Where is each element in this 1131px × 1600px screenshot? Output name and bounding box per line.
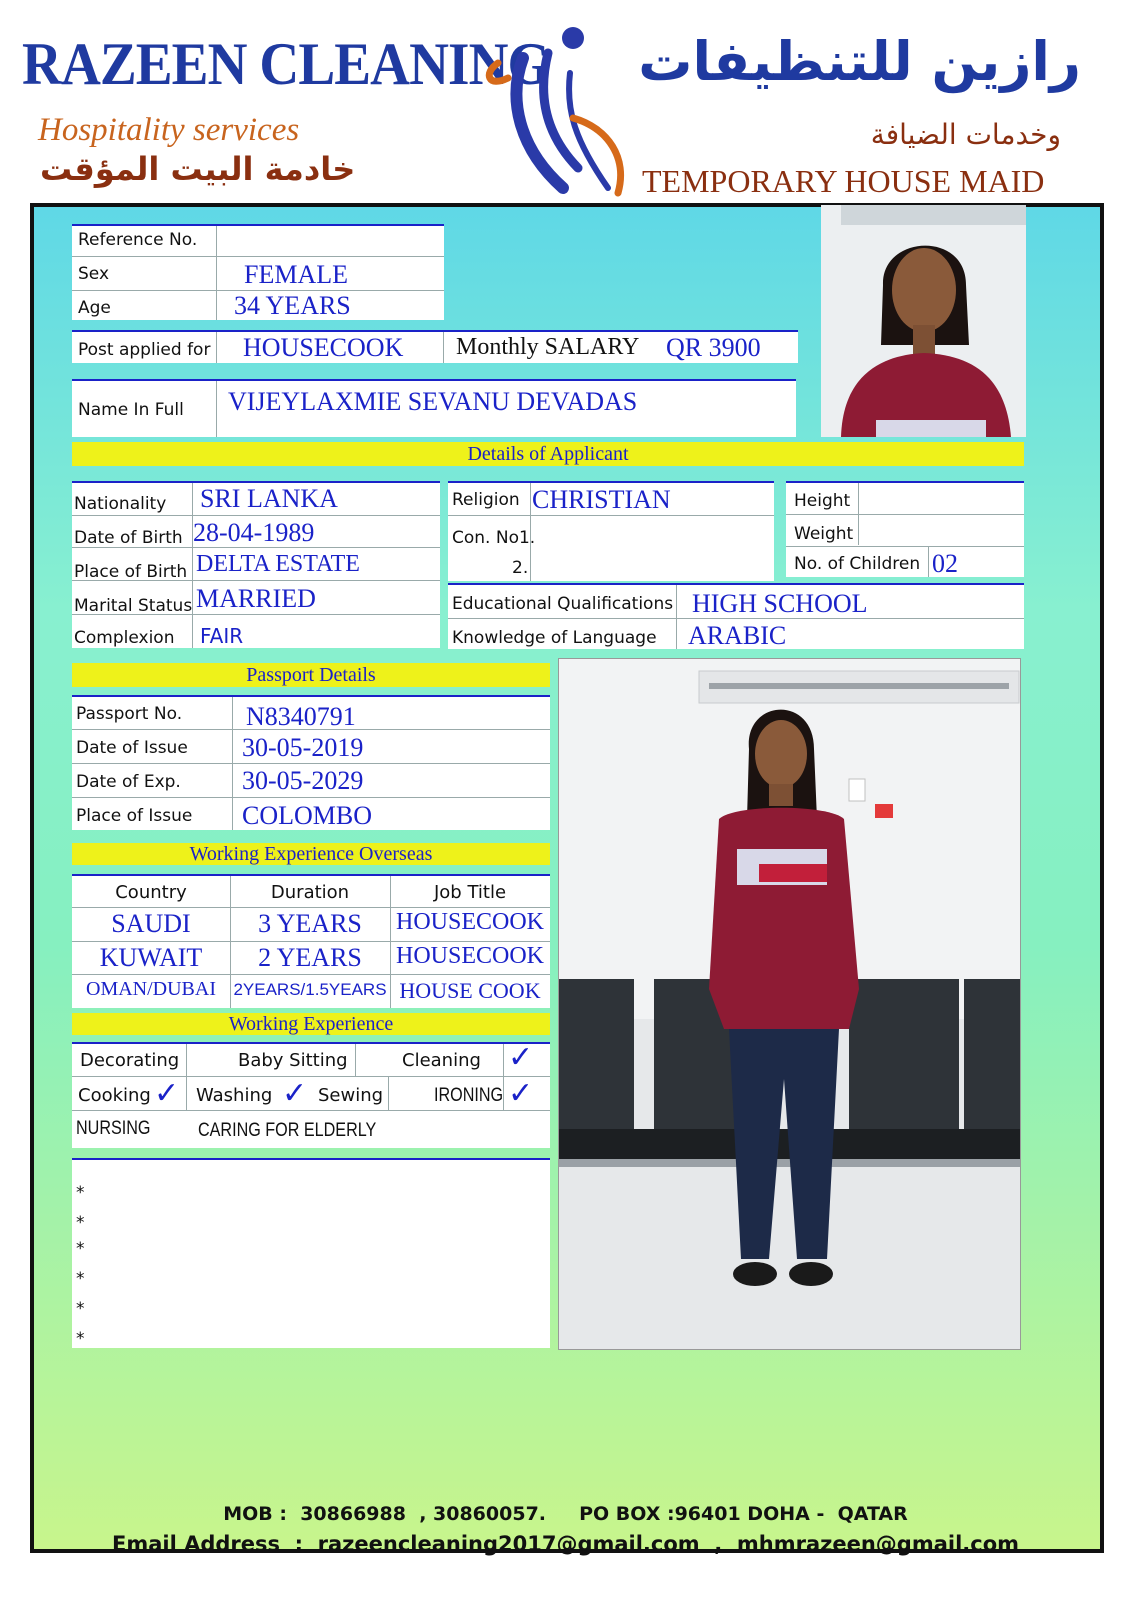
table-row-3-country: OMAN/DUBAI bbox=[86, 978, 216, 1000]
washing-check-icon: ✓ bbox=[282, 1076, 308, 1111]
language-value: ARABIC bbox=[688, 621, 787, 650]
col-duration: Duration bbox=[270, 882, 350, 903]
brand-arabic-tagline: خادمة البيت المؤقت bbox=[40, 150, 356, 188]
complexion-label: Complexion bbox=[74, 628, 175, 648]
note-bullet: * bbox=[76, 1183, 85, 1203]
note-bullet: * bbox=[76, 1299, 85, 1319]
portrait-photo bbox=[821, 205, 1026, 437]
language-label: Knowledge of Language bbox=[452, 628, 657, 648]
skill-baby-sitting: Baby Sitting bbox=[238, 1050, 348, 1071]
cooking-check-icon: ✓ bbox=[154, 1076, 180, 1111]
marital-label: Marital Status bbox=[74, 596, 193, 616]
footer-contact: MOB : 30866988 , 30860057. PO BOX :96401 DOHA - QATAR bbox=[223, 1503, 908, 1525]
age-value: 34 YEARS bbox=[234, 291, 351, 320]
contact-2-label: 2. bbox=[512, 558, 529, 578]
age-label: Age bbox=[78, 298, 111, 318]
brand-name-english: RAZEEN CLEANING bbox=[22, 31, 550, 97]
full-body-photo bbox=[558, 658, 1021, 1350]
table-row-3-job: HOUSE COOK bbox=[399, 978, 541, 1003]
passport-no-value: N8340791 bbox=[246, 702, 356, 731]
skill-cleaning: Cleaning bbox=[402, 1050, 481, 1071]
document-title: TEMPORARY HOUSE MAID bbox=[642, 163, 1045, 199]
education-value: HIGH SCHOOL bbox=[692, 589, 868, 618]
table-row-3-duration: 2YEARS/1.5YEARS bbox=[233, 980, 387, 999]
footer-email: Email Address : razeencleaning2017@gmail.com , mhmrazeen@gmail.com bbox=[111, 1532, 1020, 1556]
brand-subtitle: Hospitality services bbox=[38, 112, 300, 148]
education-label: Educational Qualifications bbox=[452, 594, 674, 614]
sex-value: FEMALE bbox=[244, 260, 348, 289]
place-of-issue-value: COLOMBO bbox=[242, 801, 373, 830]
note-bullet: * bbox=[76, 1329, 85, 1349]
company-logo-icon bbox=[478, 18, 638, 200]
overseas-header: Working Experience Overseas bbox=[72, 843, 550, 865]
complexion-value: FAIR bbox=[200, 624, 244, 648]
reference-label: Reference No. bbox=[78, 230, 198, 250]
issue-date-value: 30-05-2019 bbox=[242, 733, 364, 762]
skill-decorating: Decorating bbox=[80, 1050, 180, 1071]
passport-no-label: Passport No. bbox=[76, 704, 183, 724]
experience-header: Working Experience bbox=[72, 1013, 550, 1035]
sex-label: Sex bbox=[78, 264, 110, 284]
col-country: Country bbox=[115, 882, 187, 903]
contact-1-label: Con. No1. bbox=[452, 528, 536, 548]
post-label: Post applied for bbox=[78, 340, 211, 360]
dob-value: 28-04-1989 bbox=[193, 518, 315, 547]
details-header: Details of Applicant bbox=[72, 442, 1024, 466]
salary-value: QR 3900 bbox=[666, 333, 761, 362]
exp-date-label: Date of Exp. bbox=[76, 772, 181, 792]
children-value: 02 bbox=[932, 549, 958, 578]
marital-value: MARRIED bbox=[196, 584, 316, 613]
nationality-label: Nationality bbox=[74, 494, 167, 514]
weight-label: Weight bbox=[794, 524, 854, 544]
brand-name-arabic: رازين للتنظيفات bbox=[638, 30, 1081, 93]
table-row-1-duration: 3 YEARS bbox=[258, 909, 362, 938]
children-label: No. of Children bbox=[794, 554, 921, 574]
note-bullet: * bbox=[76, 1213, 85, 1233]
note-bullet: * bbox=[76, 1269, 85, 1289]
name-label: Name In Full bbox=[78, 400, 184, 420]
name-value: VIJEYLAXMIE SEVANU DEVADAS bbox=[228, 387, 638, 416]
dob-label: Date of Birth bbox=[74, 528, 183, 548]
skill-sewing: Sewing bbox=[318, 1085, 384, 1106]
issue-date-label: Date of Issue bbox=[76, 738, 188, 758]
note-bullet: * bbox=[76, 1239, 85, 1259]
nationality-value: SRI LANKA bbox=[200, 484, 338, 513]
pob-value: DELTA ESTATE bbox=[196, 551, 360, 577]
table-row-2-duration: 2 YEARS bbox=[258, 943, 362, 972]
skill-caring-elderly: CARING FOR ELDERLY bbox=[198, 1120, 377, 1141]
place-of-issue-label: Place of Issue bbox=[76, 806, 193, 826]
religion-label: Religion bbox=[452, 490, 520, 510]
pob-label: Place of Birth bbox=[74, 562, 188, 582]
salary-label: Monthly SALARY bbox=[456, 334, 640, 360]
table-row-2-job: HOUSECOOK bbox=[395, 943, 544, 969]
table-row-1-job: HOUSECOOK bbox=[395, 909, 544, 935]
notes-box bbox=[72, 1158, 550, 1348]
col-job-title: Job Title bbox=[433, 882, 507, 903]
skill-nursing: NURSING bbox=[76, 1118, 151, 1139]
post-value: HOUSECOOK bbox=[243, 333, 404, 362]
brand-subtitle-arabic: وخدمات الضيافة bbox=[870, 118, 1061, 151]
table-row-1-country: SAUDI bbox=[111, 909, 191, 938]
skill-washing: Washing bbox=[196, 1085, 273, 1106]
cleaning-check-icon: ✓ bbox=[508, 1040, 534, 1075]
ironing-check-icon: ✓ bbox=[508, 1076, 534, 1111]
height-label: Height bbox=[794, 491, 851, 511]
passport-header: Passport Details bbox=[72, 663, 550, 687]
exp-date-value: 30-05-2029 bbox=[242, 766, 364, 795]
religion-value: CHRISTIAN bbox=[532, 485, 671, 514]
skill-ironing: IRONING bbox=[434, 1085, 504, 1106]
table-row-2-country: KUWAIT bbox=[99, 943, 203, 972]
skill-cooking: Cooking bbox=[78, 1085, 151, 1106]
